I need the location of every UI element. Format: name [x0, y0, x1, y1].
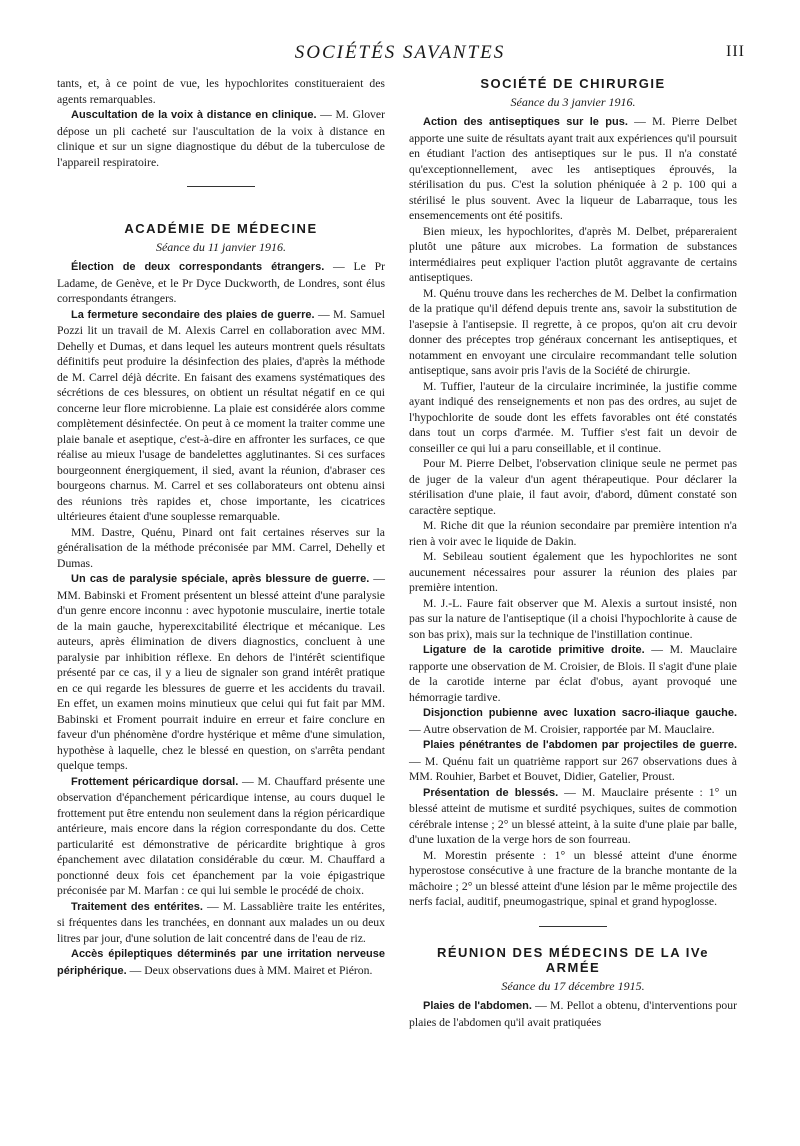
text-frottement: — M. Chauffard présente une observation d'épanchement péricardique intense, au cours duquel le frottement put être entendu non seulement dans la région péricardique antérieure, mais encore dans la région correspondante du dos. Cette particularité est démonstrative de péricardite brightique à gros épanchement avec dilatation considérable du cœur. M. Chauffard a ponctionné deux fois cet épanchement par la voie épigastrique préconisée par M. Marfan : ce qui lui semble le procédé de choix. [57, 774, 385, 897]
section-title-academie: ACADÉMIE DE MÉDECINE [124, 221, 318, 236]
section-date-chirurgie: Séance du 3 janvier 1916. [510, 94, 636, 109]
paragraph-dastre: MM. Dastre, Quénu, Pinard ont fait certaines réserves sur la généralisation de la méthode préconisée par MM. Carrel, Dehelly et Dumas. [57, 525, 385, 570]
paragraph-bien-mieux: Bien mieux, les hypochlorites, d'après M. Delbet, prépareraient plutôt une pâture aux microbes. La formation de substances intermédiaires peut expliquer l'action plutôt aggravante de certains antiseptiques. [409, 224, 737, 284]
paragraph-auscultation [57, 107, 385, 170]
section-title-chirurgie: SOCIÉTÉ DE CHIRURGIE [480, 76, 666, 91]
paragraph-election [57, 259, 385, 307]
heading-acces: Accès épileptiques déterminés par une irritation nerveuse périphérique. [57, 948, 385, 977]
paragraph-enterites [57, 899, 385, 947]
paragraph-abdomen [409, 998, 737, 1030]
page-header [55, 42, 745, 66]
heading-fermeture: La fermeture secondaire des plaies de guerre. [71, 308, 315, 321]
paragraph-hypochlorites-end: tants, et, à ce point de vue, les hypochlorites constitueraient des agents remarquables. [57, 77, 385, 106]
text-presentation: — M. Mauclaire présente : 1° un blessé atteint de mutisme et surdité psychiques, suites de commotion cérébrale intense ; 2° un blessé atteint, à la suite d'une plaie par balle, d'une luxation de la verge hors de son fourreau. [409, 785, 737, 846]
paragraph-riche: M. Riche dit que la réunion secondaire par première intention n'a rien à voir avec le liquide de Dakin. [409, 519, 737, 548]
heading-antiseptiques: Action des antiseptiques sur le pus. [423, 116, 628, 128]
paragraph-plaies-penetrantes [409, 737, 737, 785]
text-acces: — Deux observations dues à MM. Mairet et Piéron. [126, 963, 373, 977]
heading-paralysie: Un cas de paralysie spéciale, après blessure de guerre. [71, 573, 370, 585]
heading-disjonction: Disjonction pubienne avec luxation sacro-iliaque gauche. [423, 707, 737, 719]
running-title: SOCIÉTÉS SAVANTES [294, 42, 506, 63]
paragraph-fermeture [57, 307, 385, 525]
paragraph-ligature [409, 642, 737, 705]
paragraph-faure: M. J.-L. Faure fait observer que M. Alexis a surtout insisté, non pas sur la nature de l'antiseptique (il a choisi l'hypochlorite à cause de son bas prix), mais sur la technique de l'instillation continue. [409, 596, 737, 641]
heading-enterites: Traitement des entérites. [71, 900, 203, 913]
page-number: III [726, 43, 745, 60]
paragraph-presentation [409, 785, 737, 848]
text-paralysie: — MM. Babinski et Froment présentent un blessé atteint d'une paralysie d'un genre encore inconnu : avec hypotonie musculaire, inertie totale de la main gauche, hyperexcitabilité électrique et mécanique. Les auteurs, après élimination de divers diagnostics, concluent à une paralysie par inhibition réflexe. En dehors de l'intérêt scientifique présenté par ce cas, il y a lieu de signaler son grand intérêt pratique en ce qui regarde les blessures de guerre et les accidents du travail. En effet, un examen moins minutieux que celui qui fut fait par MM. Babinski et Froment pourrait induire en erreur et faire conclure en faveur d'un phénomène d'ordre hystérique et même d'une simulation, hypothèse à laquelle, chez le blessé en question, on s'arrêta pendant quelque temps. [57, 572, 385, 772]
text-antiseptiques: — M. Pierre Delbet apporte une suite de résultats ayant trait aux expériences qu'il poursuit en étudiant l'action des antiseptiques sur le pus. Il n'a constaté qu'exceptionnellement, avec les antiseptiques éprouvés, la stérilisation du pus. C'est la solution phéniquée à 2 p. 100 qui a stérilisé le plus souvent. Avec la liqueur de Labarraque, tous les ensemencements ont été positifs. [409, 115, 737, 222]
paragraph-paralysie [57, 571, 385, 774]
text-fermeture: — M. Samuel Pozzi lit un travail de M. Alexis Carrel en collaboration avec MM. Dehelly et Dumas, et dans lequel les auteurs montrent quels résultats définitifs peut produire la désinfection des plaies, d'après la méthode de M. Carrel déjà décrite. En faisant des examens systématiques des sécrétions de ces blessures, on obtient un résultat négatif en ce qui concerne leur flore microbienne. La plaie est considérée alors comme complètement désinfectée. On peut à ce moment la traiter comme une plaie banale et aseptique, c'est-à-dire en affronter les surfaces, ce que réalise au mieux l'usage de bandelettes agglutinantes. Si ces surfaces bourgeonnent énergiquement, il sied, avant la réunion, d'abraser ces bourgeons charnus. M. Carrel et ses collaborateurs ont obtenu ainsi des réunions très rapides et, chose importante, les cicatrices ultérieures étaient d'une souplesse remarquable. [57, 307, 386, 523]
heading-plaies-penetrantes: Plaies pénétrantes de l'abdomen par projectiles de guerre. [423, 739, 737, 751]
right-column [409, 76, 737, 1030]
paragraph-quenu: M. Quénu trouve dans les recherches de M. Delbet la confirmation de la pratique qu'il défend depuis trente ans, savoir la substitution de l'asepsie à l'antisepsie. Il regrette, à ce propos, qu'on ait cru devoir donner des préceptes trop généraux concernant les antiseptiques, et notamment en envoyant une circulaire recommandant telle solution antiseptique, sans avoir pris l'avis de la Société de chirurgie. [409, 286, 737, 377]
heading-abdomen: Plaies de l'abdomen. [423, 1000, 532, 1012]
text-enterites: — M. Lassablière traite les entérites, si fréquentes dans les tranchées, en donnant aux malades un ou deux litres par jour, d'une solution de lait concentré dans de l'eau de riz. [57, 899, 385, 945]
paragraph-acces [57, 946, 385, 979]
heading-frottement: Frottement péricardique dorsal. [71, 775, 239, 788]
section-title-reunion: RÉUNION DES MÉDECINS DE LA IVe ARMÉE [436, 944, 710, 975]
section-date-academie: Séance du 11 janvier 1916. [155, 239, 287, 254]
paragraph-tuffier: M. Tuffier, l'auteur de la circulaire incriminée, la justifie comme ayant indiqué des renseignements et non pas des ordres, au sujet de l'hypochlorite de soude dont les effets favorables ont été constatés dans tout un corps d'armée. M. Tuffier s'est fait un devoir de conseiller ce qui lui a paru conseillable, et il continue. [409, 379, 737, 455]
heading-auscultation: Auscultation de la voix à distance en clinique. [71, 109, 317, 121]
paragraph-sebileau: M. Sebileau soutient également que les hypochlorites ne sont aucunement nécessaires pour assurer la réunion des plaies par première intention. [409, 550, 737, 594]
text-election: — Le Pr Ladame, de Genève, et le Pr Dyce Duckworth, de Londres, sont élus correspondants étrangers. [57, 260, 386, 305]
paragraph-disjonction [409, 705, 737, 737]
heading-ligature: Ligature de la carotide primitive droite. [423, 644, 645, 656]
section-date-reunion: Séance du 17 décembre 1915. [501, 978, 645, 993]
heading-election: Élection de deux correspondants étrangers. [71, 261, 325, 273]
text-abdomen: — M. Pellot a obtenu, d'interventions pour plaies de l'abdomen qu'il avait pratiquées [409, 999, 738, 1029]
paragraph-frottement [57, 774, 385, 899]
text-auscultation: — M. Glover dépose un pli cacheté sur l'auscultation de la voix à distance en clinique et sur un signe diagnostique du début de la tuberculose de l'appareil respiratoire. [57, 108, 385, 169]
left-column [57, 76, 385, 979]
text-ligature: — M. Mauclaire rapporte une observation de M. Croisier, de Blois. Il s'agit d'une plaie de la carotide interne par éclat d'obus, ayant provoqué une hémorragie tardive. [409, 643, 738, 704]
paragraph-delbet: Pour M. Pierre Delbet, l'observation clinique seule ne permet pas de juger de la valeur d'un agent thérapeutique. Pour déclarer la stérilisation d'une plaie, il faut avoir, d'abord, dûment constaté son caractère septique. [409, 457, 737, 517]
heading-presentation: Présentation de blessés. [423, 786, 559, 799]
paragraph-morestin: M. Morestin présente : 1° un blessé atteint d'une énorme hyperostose consécutive à une fracture de la branche montante de la mâchoire ; 2° un blessé atteint d'une lésion par le même projectile des nerfs facial, auditif, pneumogastrique, spinal et grand hypoglosse. [409, 848, 737, 908]
paragraph-antiseptiques [409, 114, 737, 224]
text-disjonction: — Autre observation de M. Croisier, rapportée par M. Mauclaire. [409, 722, 715, 736]
text-plaies-penetrantes: — M. Quénu fait un quatrième rapport sur 267 observations dues à MM. Rouhier, Barbet et Bouvet, Didier, Gatelier, Proust. [409, 754, 737, 783]
